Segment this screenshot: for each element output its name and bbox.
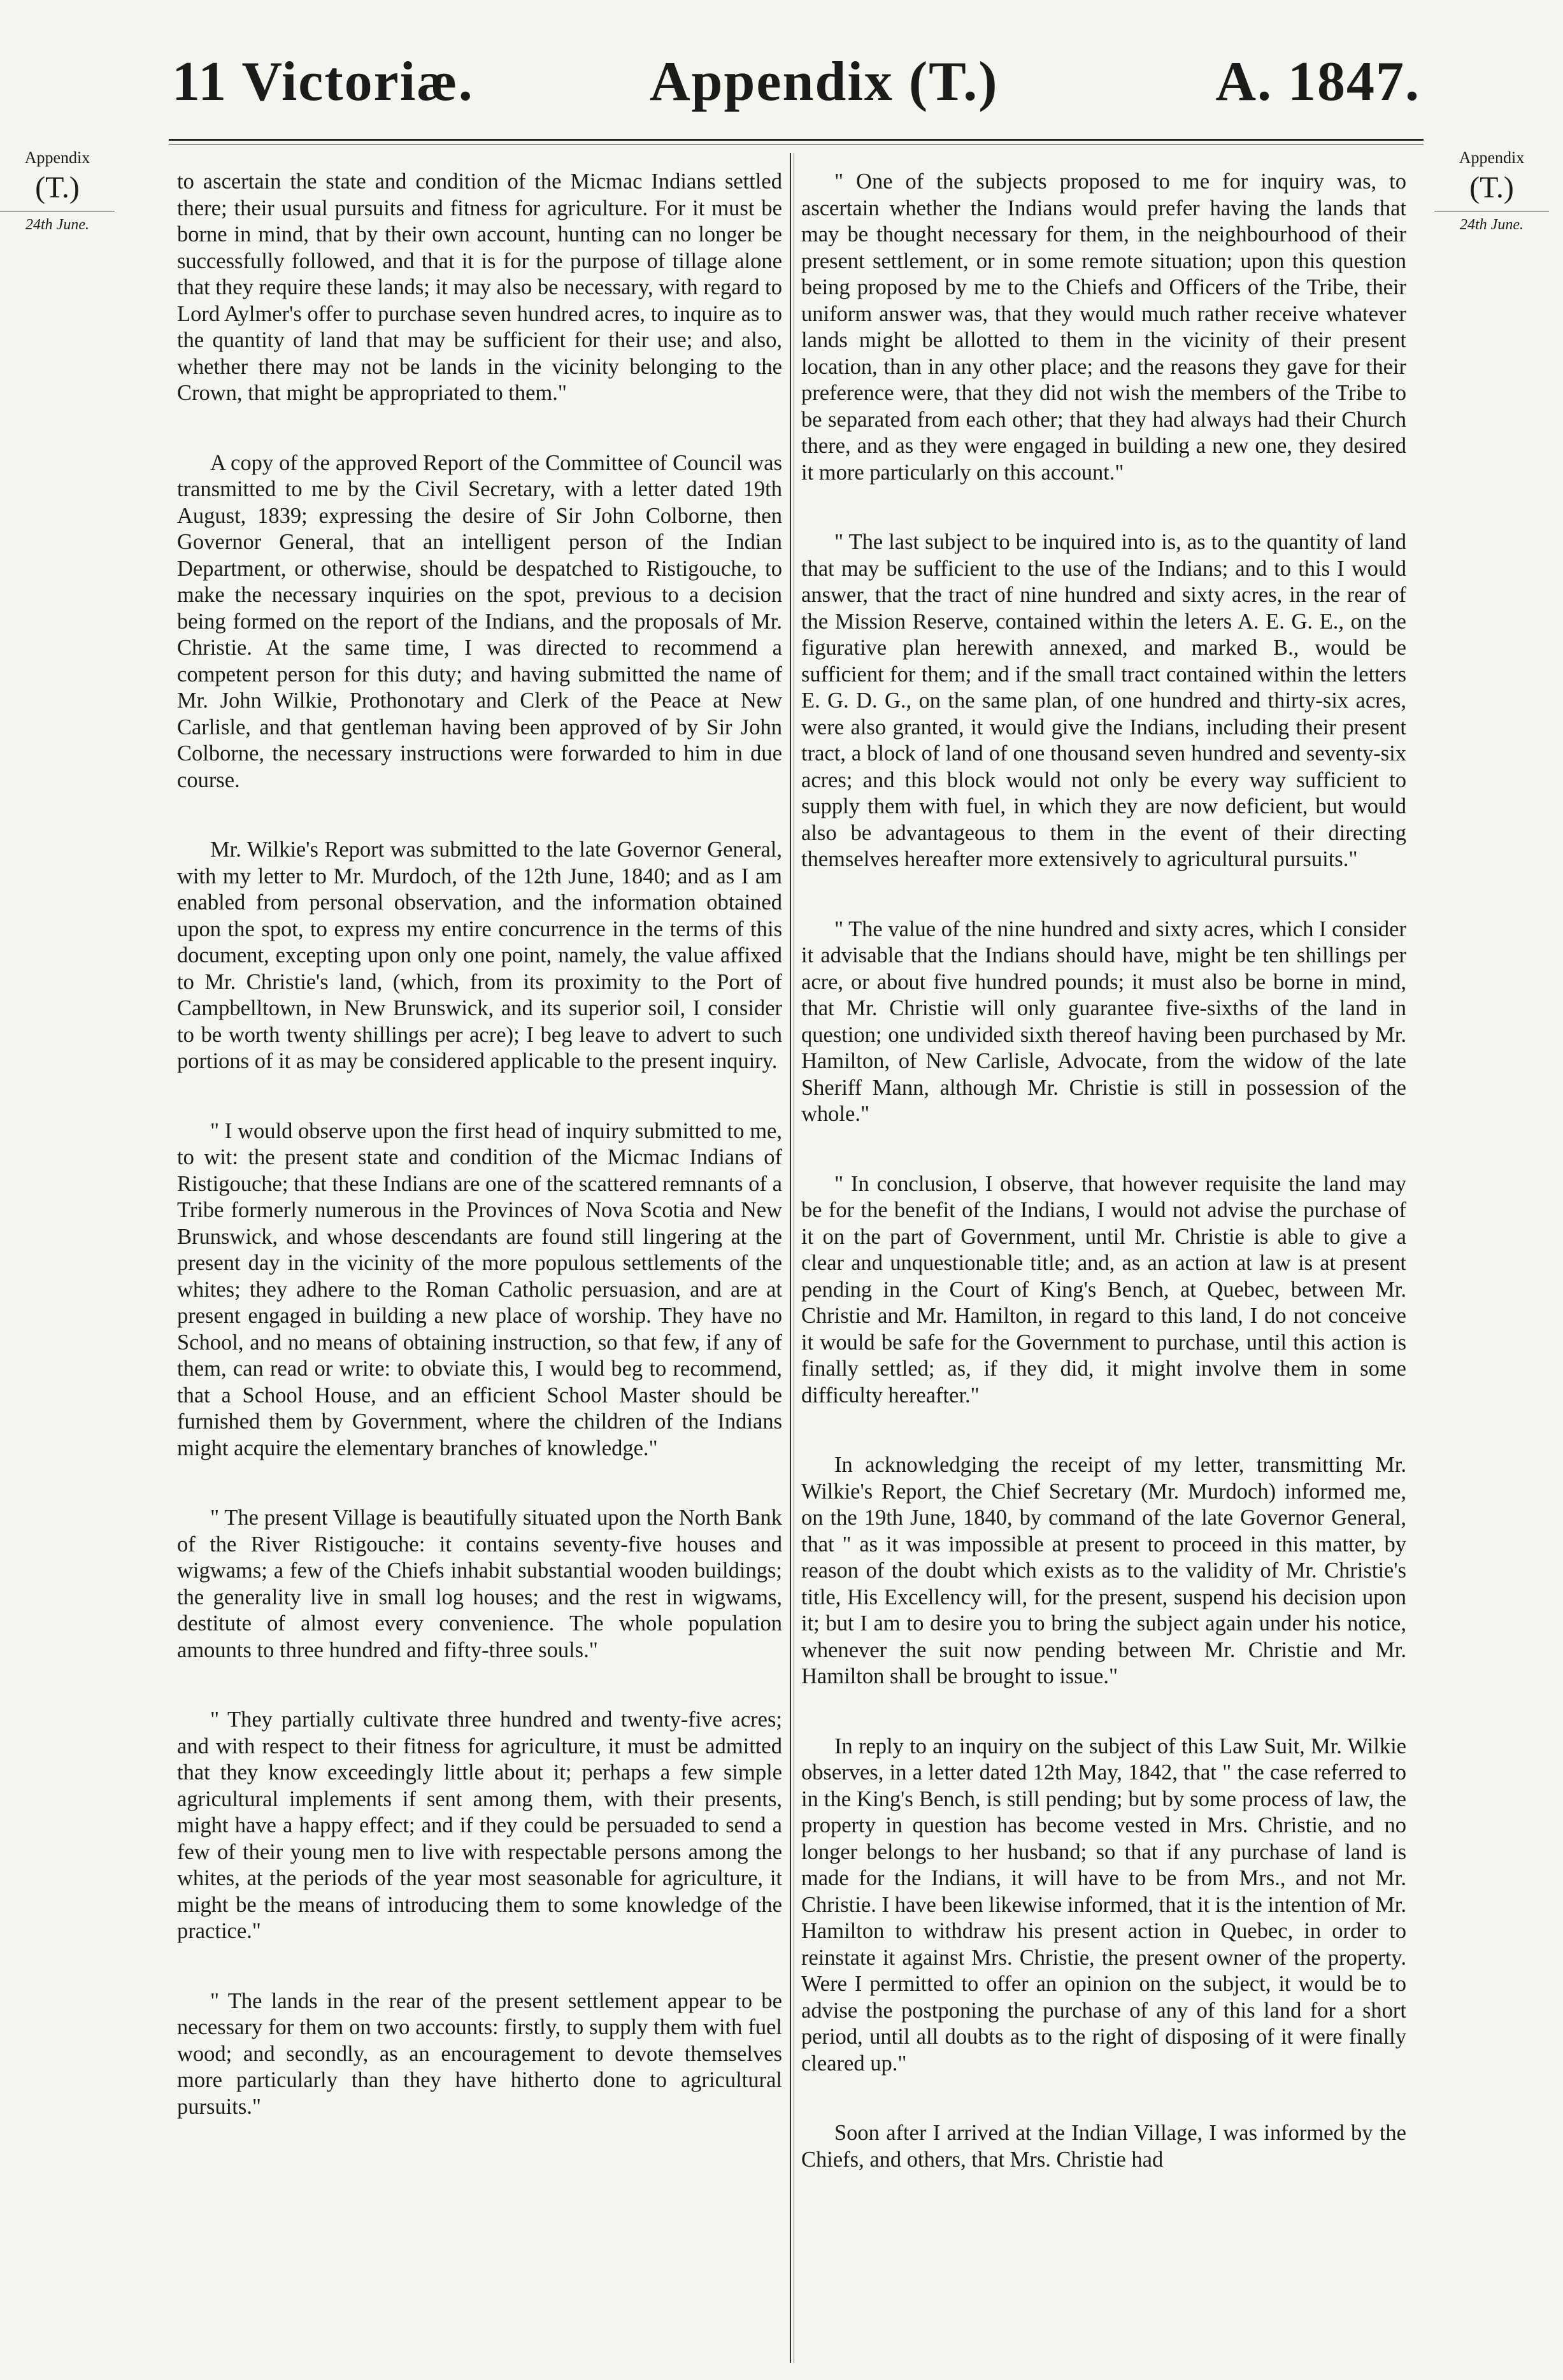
session-label: 11 Victoriæ. (172, 51, 474, 113)
right-column (801, 169, 1406, 2216)
paragraph: " The last subject to be inquired into is, as to the quantity of land that may be sufficient to the use of the Indians; and to this I would answer, that the tract of nine hundred and sixty acres, in the rear of the Mission Reserve, contained within the leters A. E. G. E., on the figurative plan herewith annexed, and marked B., would be sufficient for them; and if the small tract contained within the letters E. G. D. G., on the same plan, of one hundred and thirty-six acres, were also granted, it would give the Indians, including their present tract, a block of land of one thousand seven hundred and seventy-six acres; and this block would not only be every way sufficient to supply them with fuel, in which they are now deficient, but would also be advantageous to them in the event of their directing themselves hereafter more extensively to agricultural pursuits." (801, 530, 1406, 871)
paragraph: " The value of the nine hundred and sixty acres, which I consider it advisable that the Indians should have, might be ten shillings per acre, or about five hundred pounds; it must also be borne in mind, that Mr. Christie will only guarantee five-sixths of the land in question; one undivided sixth thereof having been purchased by Mr. Hamilton, of New Carlisle, Advocate, from the widow of the late Sheriff Mann, although Mr. Christie is still in possession of the whole." (801, 916, 1406, 1126)
margin-letter: (T.) (35, 170, 80, 204)
paragraph: to ascertain the state and condition of the Micmac Indians settled there; their usual pursuits and fitness for agriculture. For it must be borne in mind, that by their own account, hunting can no longer be successfully followed, and that it is for the purpose of tillage alone that they require these lands; it may also be necessary, with regard to Lord Aylmer's offer to purchase seven hundred acres, to inquire as to the quantity of land that may be sufficient for their use; and also, whether there may not be lands in the vicinity belonging to the Crown, that might be appropriated to them." (177, 169, 782, 405)
paragraph: " They partially cultivate three hundred and twenty-five acres; and with respect to their fitness for agriculture, it must be admitted that they know exceedingly little about it; perhaps a few simple agricultural implements if sent among them, with their presents, might have a happy effect; and if they could be persuaded to send a few of their young men to live with respectable persons among the whites, at the periods of the year most seasonable for agriculture, it might be the means of introducing them to some knowledge of the practice." (177, 1707, 782, 1943)
paragraph: Soon after I arrived at the Indian Village, I was informed by the Chiefs, and others, that Mrs. Christie had (801, 2121, 1406, 2172)
year-label: A. 1847. (1215, 51, 1420, 113)
header-rule (169, 139, 1424, 141)
paragraph: " In conclusion, I observe, that however requisite the land may be for the benefit of the Indians, I would not advise the purchase of it on the part of Government, until Mr. Christie is able to give a clear and unquestionable title; and, as an action at law is at present pending in the Court of King's Bench, at Quebec, between Mr. Christie and Mr. Hamilton, in regard to this land, I do not conceive it would be safe for the Government to purchase, until this action is finally settled; as, if they did, it might involve them in some difficulty hereafter." (801, 1171, 1406, 1407)
paragraph: " The present Village is beautifully situated upon the North Bank of the River Ristigouche: it contains seventy-five houses and wigwams; a few of the Chiefs inhabit substantial wooden buildings; the generality live in small log houses; and the rest in wigwams, destitute of almost every convenience. The whole population amounts to three hundred and fifty-three souls." (177, 1506, 782, 1662)
margin-label: Appendix (24, 148, 90, 167)
paragraph: " One of the subjects proposed to me for inquiry was, to ascertain whether the Indians would prefer having the lands that may be thought necessary for them, in the neighbourhood of their present settlement, or in some remote situation; upon this question being proposed by me to the Chiefs and Officers of the Tribe, their uniform answer was, that they would much rather receive whatever lands might be allotted to them in the vicinity of their present location, than in any other place; and the reasons they gave for their preference were, that they did not wish the members of the Tribe to be separated from each other; that they had always had their Church there, and as they were engaged in building a new one, they desired it more particularly on this account." (801, 169, 1406, 485)
paragraph: Mr. Wilkie's Report was submitted to the late Governor General, with my letter to Mr. Murdoch, of the 12th June, 1840; and as I am enabled from personal observation, and the information obtained upon the spot, to express my entire concurrence in the terms of this document, excepting upon only one point, namely, the value affixed to Mr. Christie's land, (which, from its proximity to the Port of Campbelltown, in New Brunswick, and its superior soil, I consider to be worth twenty shillings per acre); I beg leave to advert to such portions of it as may be considered applicable to the present inquiry. (177, 837, 782, 1073)
paragraph: In reply to an inquiry on the subject of this Law Suit, Mr. Wilkie observes, in a letter dated 12th May, 1842, that " the case referred to in the King's Bench, is still pending; but by some process of law, the property in question has become vested in Mrs. Christie, and no longer belongs to her husband; so that if any purchase of land is made for the Indians, it will have to be from Mrs., and not Mr. Christie. I have been likewise informed, that it is the intention of Mr. Hamilton to withdraw his present action in Quebec, in order to reinstate it against Mrs. Christie, the present owner of the property. Were I permitted to offer an opinion on the subject, it would be to advise the postponing the purchase of any of this land for a short period, until all doubts as to the right of disposing of it were finally cleared up." (801, 1734, 1406, 2076)
paragraph: In acknowledging the receipt of my letter, transmitting Mr. Wilkie's Report, the Chief Secretary (Mr. Murdoch) informed me, on the 19th June, 1840, by command of the late Governor General, that " as it was impossible at present to proceed in this matter, by reason of the doubt which exists as to the validity of Mr. Christie's title, His Excellency will, for the present, suspend his decision upon it; but I am to desire you to bring the subject again under his notice, whenever the suit now pending between Mr. Christie and Mr. Hamilton shall be brought to issue." (801, 1453, 1406, 1688)
page-header (166, 50, 1427, 126)
header-rule-thin (169, 144, 1424, 145)
margin-date: 24th June. (0, 211, 115, 234)
paragraph: A copy of the approved Report of the Committee of Council was transmitted to me by the Civil Secretary, with a letter dated 19th August, 1839; expressing the desire of Sir John Colborne, then Governor General, that an intelligent person of the Indian Department, or otherwise, should be despatched to Ristigouche, to make the necessary inquiries on the spot, previous to a decision being formed on the report of the Indians, and the proposals of Mr. Christie. At the same time, I was directed to recommend a competent person for this duty; and having submitted the name of Mr. John Wilkie, Prothonotary and Clerk of the Peace at New Carlisle, and that gentleman having been approved of by Sir John Colborne, the necessary instructions were forwarded to him in due course. (177, 450, 782, 792)
right-margin-note (1434, 148, 1549, 234)
left-column (177, 169, 782, 2163)
margin-date: 24th June. (1434, 211, 1549, 234)
paragraph: " The lands in the rear of the present settlement appear to be necessary for them on two accounts: firstly, to supply them with fuel wood; and secondly, as an encouragement to devote themselves more particularly than they have hitherto done to agricultural pursuits." (177, 1988, 782, 2119)
paragraph: " I would observe upon the first head of inquiry submitted to me, to wit: the present state and condition of the Micmac Indians of Ristigouche; that these Indians are one of the scattered remnants of a Tribe formerly numerous in the Provinces of Nova Scotia and New Brunswick, and whose descendants are found still lingering at the present day in the vicinity of the more populous settlements of the whites; they adhere to the Roman Catholic persuasion, and are at present engaged in building a new place of worship. They have no School, and no means of obtaining instruction, so that few, if any of them, can read or write: to obviate this, I would beg to recommend, that a School House, and an efficient School Master should be furnished them by Government, where the children of the Indians might acquire the elementary branches of knowledge." (177, 1118, 782, 1460)
margin-letter: (T.) (1469, 170, 1514, 204)
column-divider (790, 153, 791, 2363)
left-margin-note (0, 148, 115, 234)
appendix-title: Appendix (T.) (650, 51, 999, 113)
margin-label: Appendix (1459, 148, 1525, 167)
